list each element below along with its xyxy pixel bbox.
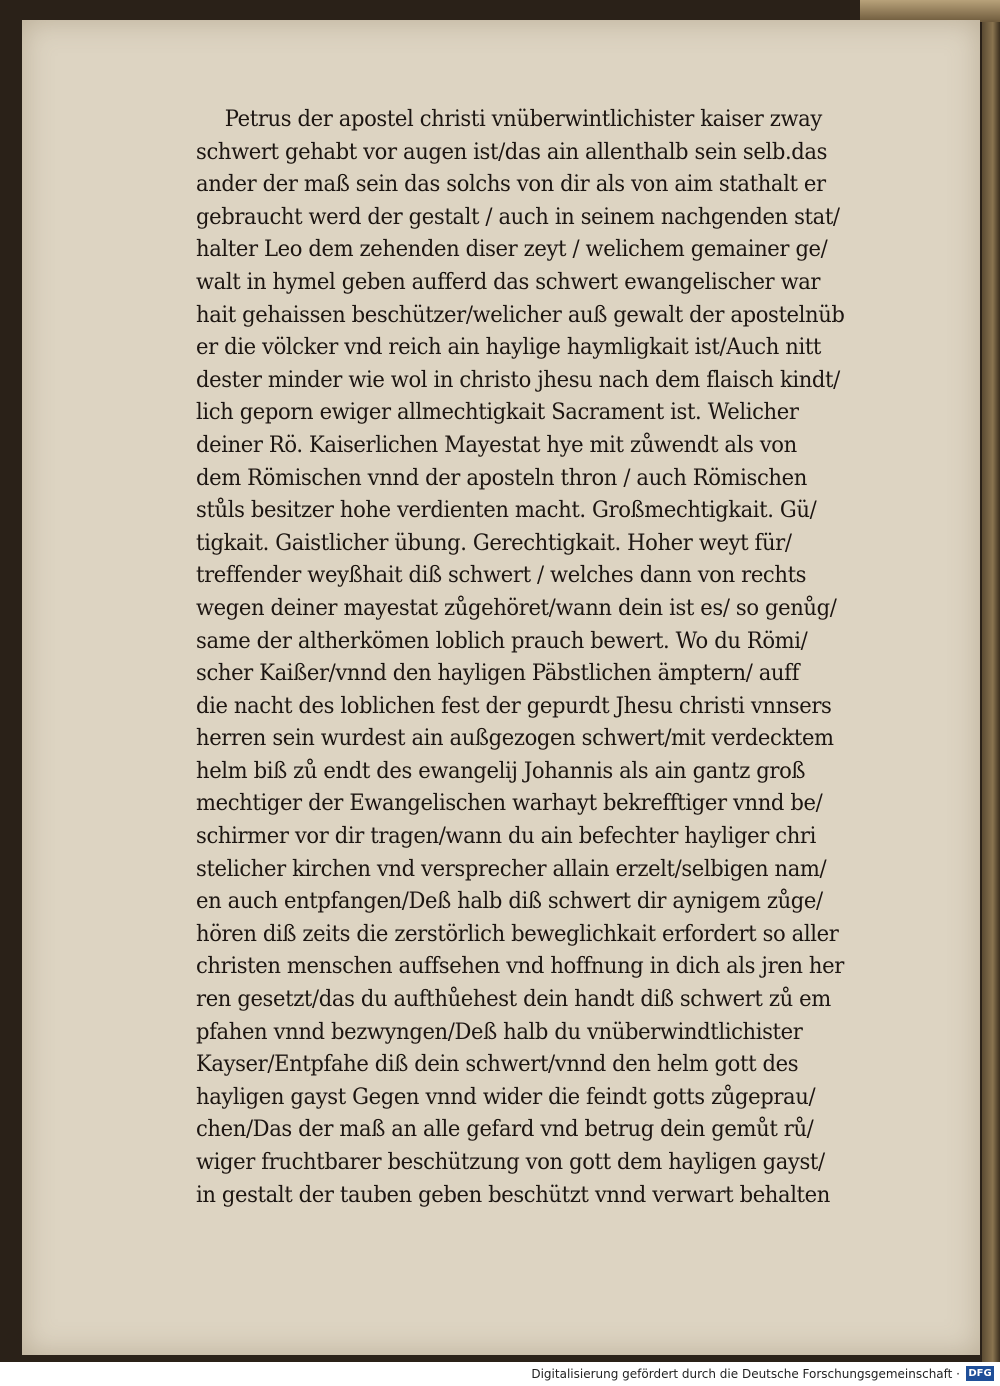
text-line: mechtiger der Ewangelischen warhayt bekrefftiger vnnd be/ bbox=[196, 791, 823, 817]
text-line: dester minder wie wol in christo jhesu nach dem flaisch kindt/ bbox=[196, 367, 840, 393]
text-line: wiger fruchtbarer beschützung von gott dem hayligen gayst/ bbox=[196, 1150, 825, 1175]
text-line: stelicher kirchen vnd versprecher allain erzelt/selbigen nam/ bbox=[196, 856, 827, 882]
text-line: dem Römischen vnnd der aposteln thron / auch Römischen bbox=[196, 465, 807, 491]
text-line: ren gesetzt/das du aufthůehest dein handt diß schwert zů em bbox=[196, 987, 831, 1013]
text-line: die nacht des loblichen fest der gepurdt Jhesu christi vnnsers bbox=[196, 693, 832, 719]
text-line: halter Leo dem zehenden diser zeyt / welichem gemainer ge/ bbox=[196, 237, 828, 263]
funding-credit: Digitalisierung gefördert durch die Deutsche Forschungsgemeinschaft · bbox=[531, 1367, 960, 1381]
text-line: er die völcker vnd reich ain haylige haymligkait ist/Auch nitt bbox=[196, 335, 822, 361]
text-line: walt in hymel geben aufferd das schwert ewangelischer war bbox=[196, 269, 821, 295]
text-line: ander der maß sein das solchs von dir als von aim stathalt er bbox=[196, 172, 826, 198]
text-line: pfahen vnnd bezwyngen/Deß halb du vnüberwindtlichister bbox=[196, 1019, 803, 1045]
text-line: chen/Das der maß an alle gefard vnd betrug dein gemůt rů/ bbox=[196, 1117, 814, 1143]
text-line: hait gehaissen beschützer/welicher auß gewalt der apostelnüb bbox=[196, 302, 845, 328]
text-line: Petrus der apostel christi vnüberwintlichister kaiser zway bbox=[224, 107, 822, 132]
text-line: treffender weyßhait diß schwert / welches dann von rechts bbox=[196, 563, 807, 589]
text-line: hören diß zeits die zerstörlich beweglichkait erfordert so aller bbox=[196, 921, 839, 947]
text-line: christen menschen auffsehen vnd hoffnung in dich als jren her bbox=[196, 954, 844, 980]
text-line: helm biß zů endt des ewangelij Johannis als ain gantz groß bbox=[196, 758, 806, 784]
book-edge bbox=[982, 0, 1000, 1362]
text-line: in gestalt der tauben geben beschützt vnnd verwart behalten bbox=[196, 1182, 830, 1208]
text-line: schwert gehabt vor augen ist/das ain allenthalb sein selb.das bbox=[196, 139, 828, 165]
dfg-logo: DFG bbox=[966, 1366, 994, 1381]
text-line: stůls besitzer hohe verdienten macht. Großmechtigkait. Gü/ bbox=[196, 498, 817, 524]
text-line: wegen deiner mayestat zůgehöret/wann dein ist es/ so genůg/ bbox=[196, 595, 837, 621]
body-text bbox=[196, 104, 926, 1212]
text-line: lich geporn ewiger allmechtigkait Sacrament ist. Welicher bbox=[196, 400, 799, 426]
text-line: scher Kaißer/vnnd den hayligen Päbstlichen ämptern/ auff bbox=[196, 661, 800, 687]
text-line: schirmer vor dir tragen/wann du ain befechter hayliger chri bbox=[196, 824, 816, 850]
book-edge-top bbox=[860, 0, 1000, 22]
text-line: Kayser/Entpfahe diß dein schwert/vnnd den helm gott des bbox=[196, 1052, 799, 1078]
text-line: gebraucht werd der gestalt / auch in seinem nachgenden stat/ bbox=[196, 204, 840, 230]
text-line: hayligen gayst Gegen vnnd wider die feindt gotts zůgeprau/ bbox=[196, 1084, 816, 1110]
text-line: tigkait. Gaistlicher übung. Gerechtigkait. Hoher weyt für/ bbox=[196, 530, 792, 556]
text-line: en auch entpfangen/Deß halb diß schwert dir aynigem zůge/ bbox=[196, 889, 823, 915]
text-line: herren sein wurdest ain außgezogen schwert/mit verdecktem bbox=[196, 726, 834, 752]
text-line: deiner Rö. Kaiserlichen Mayestat hye mit zůwendt als von bbox=[196, 432, 797, 458]
text-line: same der altherkömen loblich prauch bewert. Wo du Römi/ bbox=[196, 628, 808, 654]
